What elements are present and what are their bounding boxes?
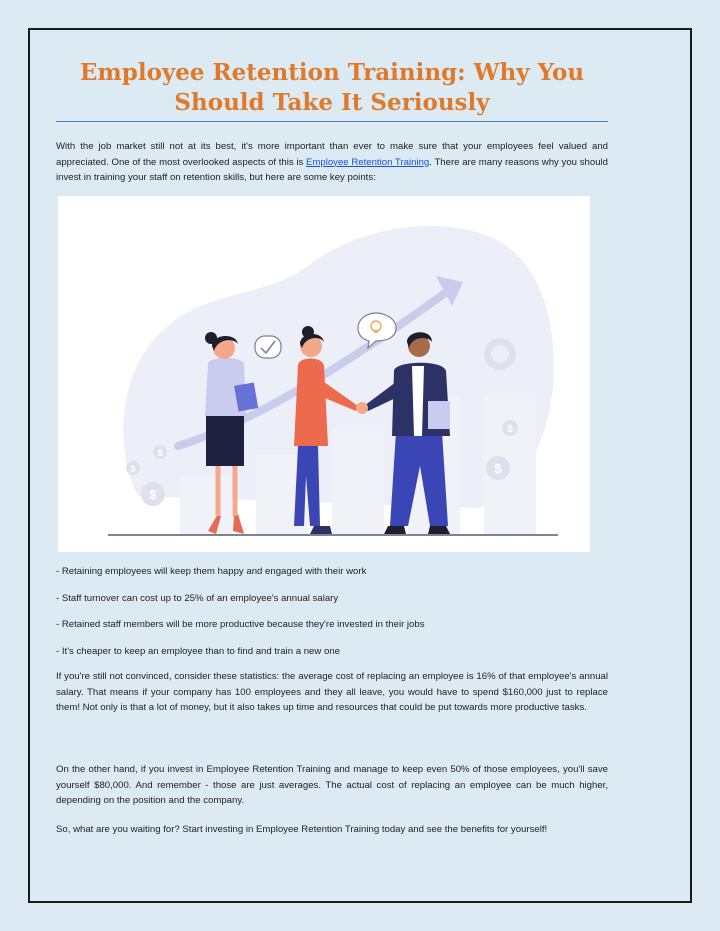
svg-text:$: $ xyxy=(149,487,157,502)
coin-icon xyxy=(486,456,510,480)
list-item: - Retaining employees will keep them happy and engaged with their work xyxy=(56,566,367,577)
checkmark-icon xyxy=(255,336,281,358)
svg-text:$: $ xyxy=(507,424,513,435)
svg-text:$: $ xyxy=(494,461,502,476)
title-divider xyxy=(56,121,608,122)
svg-text:$: $ xyxy=(157,448,163,458)
employee-retention-training-link[interactable]: Employee Retention Training xyxy=(305,156,430,168)
list-item: - Retained staff members will be more productive because they're invested in their jobs xyxy=(56,619,425,631)
handshake-hands xyxy=(356,402,368,414)
bar-3 xyxy=(332,430,384,535)
list-item: - Staff turnover can cost up to 25% of an employee's annual salary xyxy=(56,592,339,604)
statistics-paragraph: If you're still not convinced, consider these statistics: the average cost of replacing an employee is 16% of that employee's annual salary. That means if your company has 100 employees and they all leave, you would have to spend $160,000 just to replace them! Not only is that a lot of money, but it also takes up time and resources that could be put towards more productive tasks. xyxy=(56,671,608,713)
handshake-illustration xyxy=(58,196,590,552)
intro-text-before-link: With the job market still not at its best, it's more important than ever to make sure that your employees feel valued and appreciated. One of the most overlooked aspects of this is xyxy=(56,141,608,168)
handshake-illustration-svg xyxy=(58,196,590,552)
intro-text-after-link: . There are many reasons why you should invest in training your staff on retention skills, but here are some key points: xyxy=(56,156,608,183)
coin-icon xyxy=(484,338,516,370)
page-title: Employee Retention Training: Why You Should Take It Seriously xyxy=(79,59,585,116)
intro-paragraph xyxy=(56,139,608,186)
coin-icon xyxy=(141,482,165,506)
closing-paragraph: So, what are you waiting for? Start investing in Employee Retention Training today and see the benefits for yourself! xyxy=(56,824,548,835)
list-item: - It's cheaper to keep an employee than to find and train a new one xyxy=(56,646,340,658)
coin-icon xyxy=(126,461,140,475)
key-points-list xyxy=(56,565,608,672)
svg-text:$: $ xyxy=(130,464,136,474)
savings-paragraph: On the other hand, if you invest in Employee Retention Training and manage to keep even 50% of those employees, you'll save yourself $80,000. And remember - those are just averages. The actual cost of replacing an employee can be much higher, depending on the position and the company. xyxy=(56,764,608,806)
coin-icon xyxy=(153,445,167,459)
bar-1 xyxy=(180,477,232,535)
coin-icon xyxy=(502,420,518,436)
